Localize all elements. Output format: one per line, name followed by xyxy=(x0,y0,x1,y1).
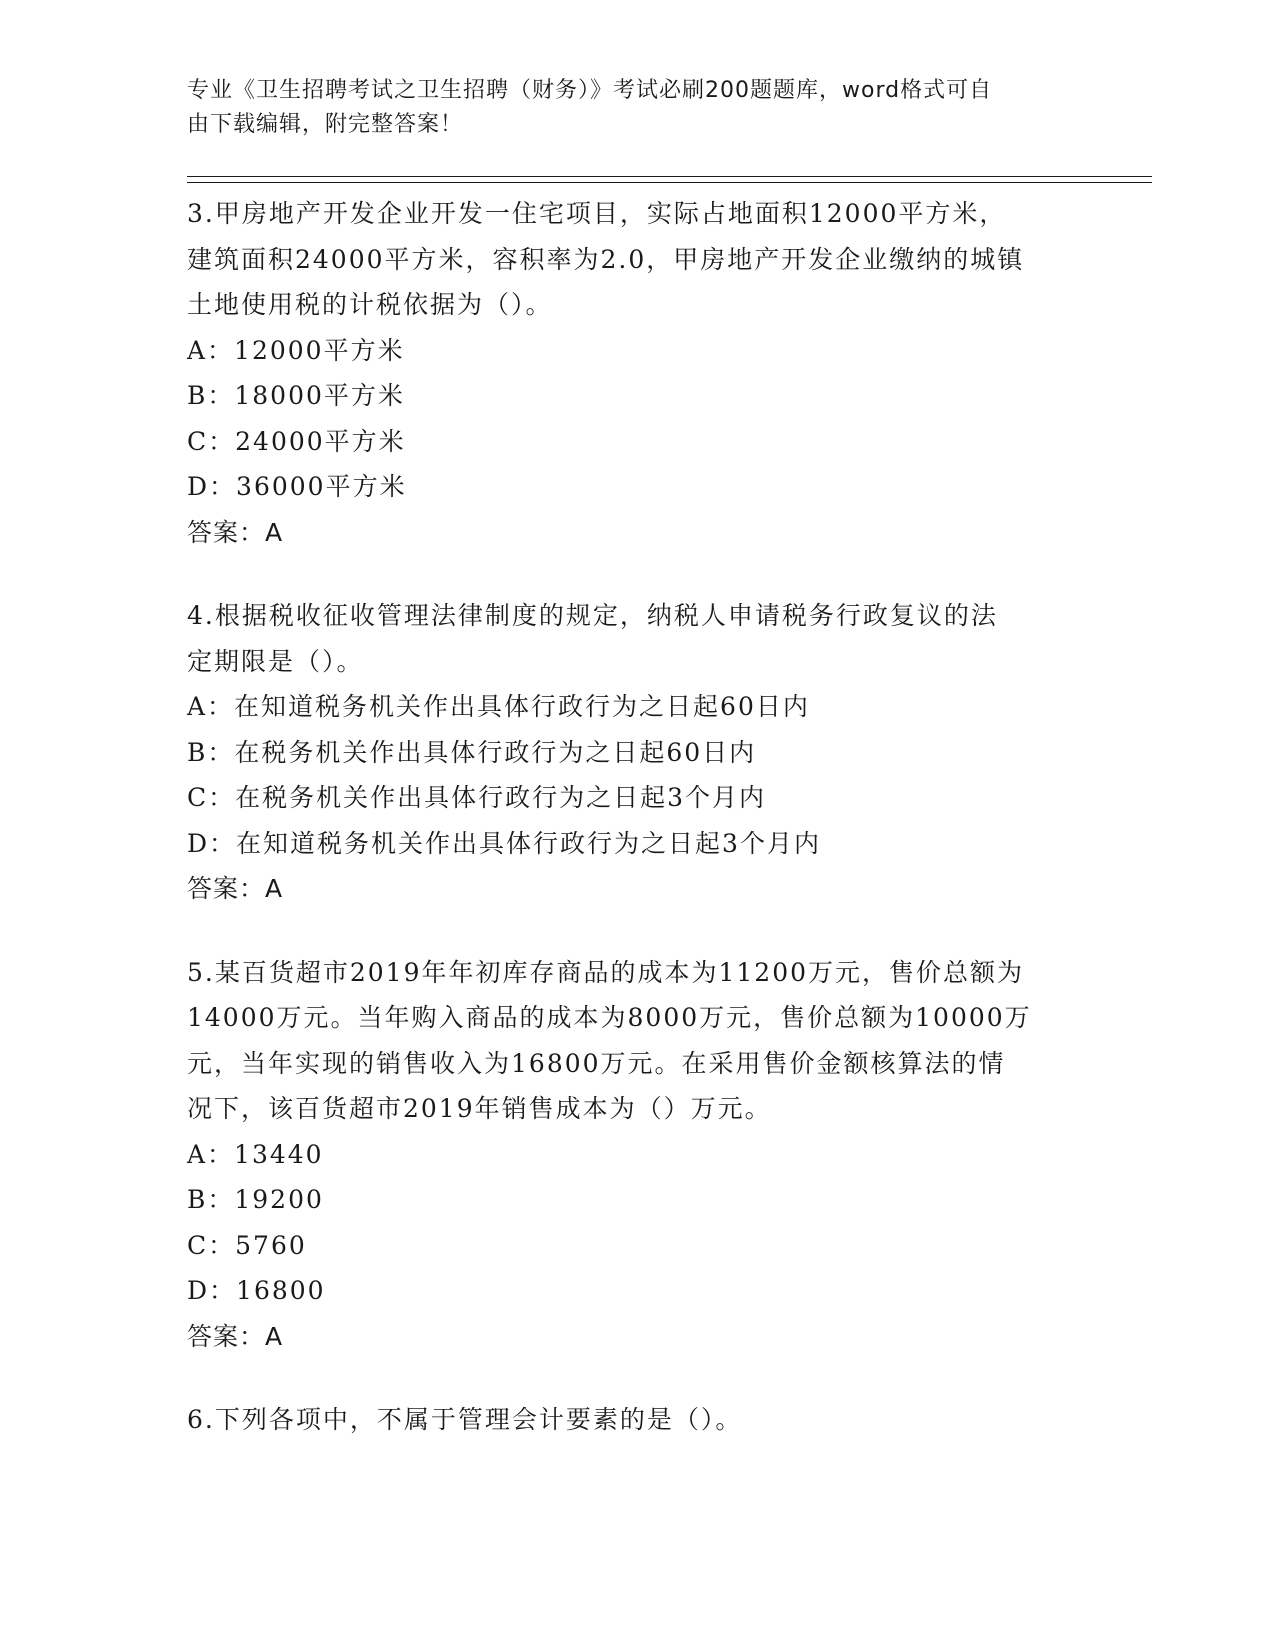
question-stem-line: 土地使用税的计税依据为（）。 xyxy=(187,290,553,319)
question-3 xyxy=(187,191,1107,555)
document-header xyxy=(187,74,1067,142)
question-stem-line: 3.甲房地产开发企业开发一住宅项目，实际占地面积12000平方米， xyxy=(187,199,1007,228)
question-list xyxy=(187,191,1107,1481)
question-stem-line: 况下，该百货超市2019年销售成本为（）万元。 xyxy=(187,1094,772,1123)
option-d: D：16800 xyxy=(187,1276,326,1305)
option-c: C：在税务机关作出具体行政行为之日起3个月内 xyxy=(187,783,767,812)
option-d: D：36000平方米 xyxy=(187,472,407,501)
header-line: 专业《卫生招聘考试之卫生招聘（财务）》考试必刷200题题库，word格式可自 xyxy=(187,78,993,103)
answer-label: 答案：A xyxy=(187,1321,284,1351)
option-a: A：12000平方米 xyxy=(187,335,405,365)
question-stem-line: 6.下列各项中，不属于管理会计要素的是（）。 xyxy=(187,1405,743,1434)
option-a: A：13440 xyxy=(187,1139,324,1169)
option-c: C：24000平方米 xyxy=(187,426,406,456)
option-a: A：在知道税务机关作出具体行政行为之日起60日内 xyxy=(187,692,810,721)
option-d: D：在知道税务机关作出具体行政行为之日起3个月内 xyxy=(187,828,821,858)
option-b: B：18000平方米 xyxy=(187,381,405,410)
question-6 xyxy=(187,1397,1107,1443)
header-divider-top xyxy=(187,176,1152,177)
option-b: B：19200 xyxy=(187,1185,324,1214)
header-divider-bottom xyxy=(187,182,1152,183)
question-stem-line: 定期限是（）。 xyxy=(187,646,364,676)
question-stem-line: 建筑面积24000平方米，容积率为2.0，甲房地产开发企业缴纳的城镇 xyxy=(187,244,1025,274)
question-4 xyxy=(187,593,1107,912)
question-5 xyxy=(187,950,1107,1360)
question-stem-line: 4.根据税收征收管理法律制度的规定，纳税人申请税务行政复议的法 xyxy=(187,601,998,630)
question-stem-line: 5.某百货超市2019年年初库存商品的成本为11200万元，售价总额为 xyxy=(187,957,1025,987)
option-c: C：5760 xyxy=(187,1230,307,1260)
option-b: B：在税务机关作出具体行政行为之日起60日内 xyxy=(187,737,757,767)
question-stem-line: 14000万元。当年购入商品的成本为8000万元，售价总额为10000万 xyxy=(187,1003,1032,1032)
header-line: 由下载编辑，附完整答案！ xyxy=(187,112,464,137)
answer-label: 答案：A xyxy=(187,874,284,903)
answer-label: 答案：A xyxy=(187,517,284,547)
question-stem-line: 元，当年实现的销售收入为16800万元。在采用售价金额核算法的情 xyxy=(187,1048,1006,1078)
